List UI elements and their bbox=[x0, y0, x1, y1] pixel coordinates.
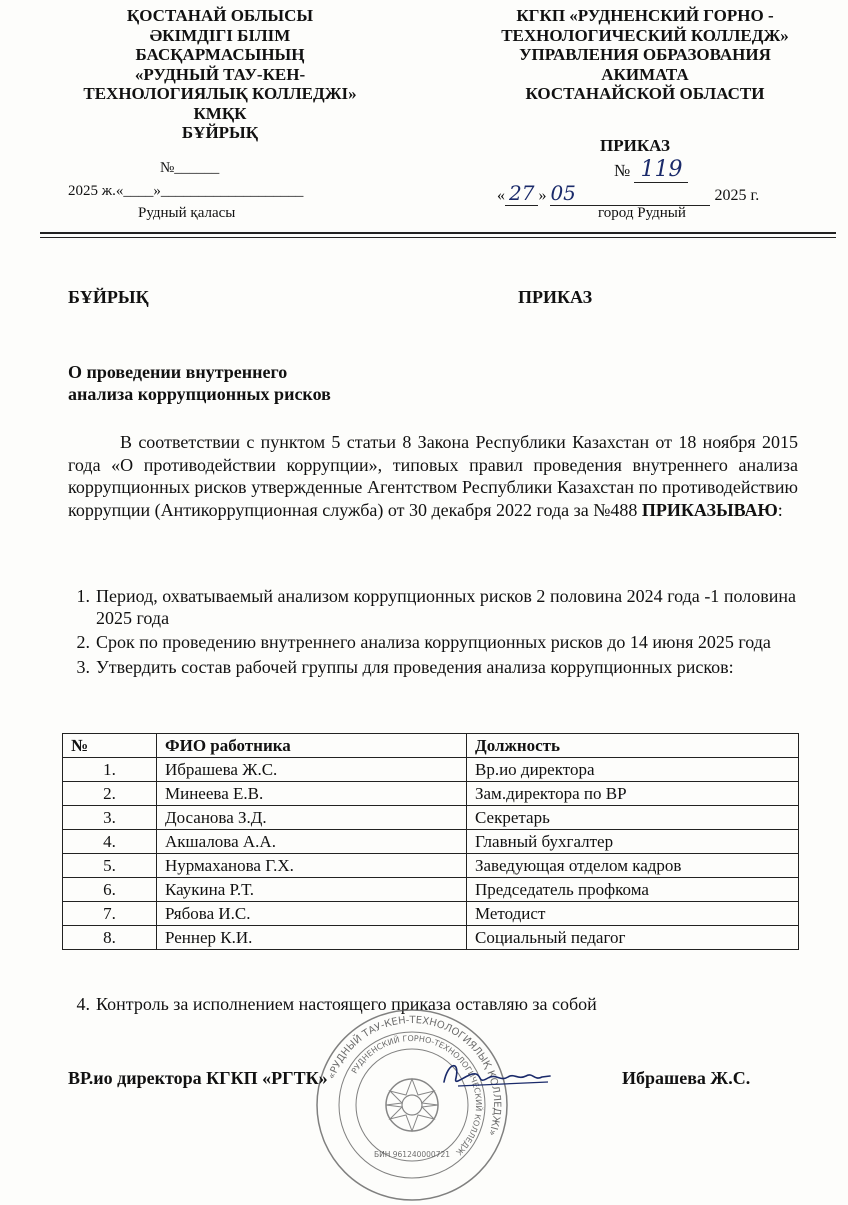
list-item bbox=[66, 586, 796, 629]
signature-position: ВР.ио директора КГКП «РГТК» bbox=[68, 1068, 328, 1088]
header-left-date: 2025 ж.«____»___________________ bbox=[68, 183, 304, 199]
table-cell: 6. bbox=[63, 878, 157, 902]
order-subject-line: анализа коррупционных рисков bbox=[68, 384, 331, 404]
header-right-day: 27 bbox=[505, 181, 538, 206]
header-right-date bbox=[497, 181, 759, 206]
table-header-cell: Должность bbox=[467, 734, 799, 758]
header-rule bbox=[40, 232, 836, 234]
header-right-line: КОСТАНАЙСКОЙ ОБЛАСТИ bbox=[525, 84, 765, 103]
header-right-year: 2025 г. bbox=[714, 187, 760, 204]
header-right-line: КГКП «РУДНЕНСКИЙ ГОРНО - bbox=[516, 6, 774, 25]
stamp-bin: БИН 961240000721 bbox=[373, 1150, 451, 1159]
order-colon: : bbox=[777, 499, 783, 520]
item-number: 1. bbox=[76, 586, 90, 606]
table-cell: 4. bbox=[63, 830, 157, 854]
table-cell: Каукина Р.Т. bbox=[157, 878, 467, 902]
official-stamp bbox=[312, 1005, 512, 1205]
header-right-line: ТЕХНОЛОГИЧЕСКИЙ КОЛЛЕДЖ» bbox=[501, 25, 789, 45]
header-left bbox=[40, 6, 400, 143]
header-right-number: 119 bbox=[634, 157, 688, 183]
table-cell: 2. bbox=[63, 782, 157, 806]
table-cell: Досанова З.Д. bbox=[157, 806, 467, 830]
table-cell: Секретарь bbox=[467, 806, 799, 830]
date-quote-close: » bbox=[538, 187, 547, 204]
header-left-city: Рудный қаласы bbox=[138, 205, 236, 221]
table-cell: 3. bbox=[63, 806, 157, 830]
stamp-text-inner: РУДНЕНСКИЙ ГОРНО-ТЕХНОЛОГИЧЕСКИЙ КОЛЛЕДЖ bbox=[349, 1033, 484, 1157]
header-left-line: БҰЙРЫҚ bbox=[181, 123, 259, 142]
handwritten-signature bbox=[438, 1052, 558, 1097]
table-cell: Социальный педагог bbox=[467, 926, 799, 950]
header-left-number: №______ bbox=[160, 160, 220, 176]
item-number: 4. bbox=[76, 994, 90, 1014]
item-number: 2. bbox=[76, 632, 90, 652]
item-text: Срок по проведению внутреннего анализа коррупционных рисков до 14 июня 2025 года bbox=[96, 632, 771, 652]
header-right bbox=[470, 6, 820, 104]
header-rule-thin bbox=[40, 237, 836, 238]
preamble bbox=[68, 431, 798, 521]
header-right-doc: ПРИКАЗ bbox=[600, 136, 670, 155]
table-cell: Акшалова А.А. bbox=[157, 830, 467, 854]
table-header-cell: ФИО работника bbox=[157, 734, 467, 758]
order-items bbox=[66, 586, 796, 681]
list-item bbox=[66, 657, 796, 679]
table-row bbox=[63, 758, 799, 782]
table-cell: Заведующая отделом кадров bbox=[467, 854, 799, 878]
table-cell: 5. bbox=[63, 854, 157, 878]
header-right-line: УПРАВЛЕНИЯ ОБРАЗОВАНИЯ bbox=[519, 45, 771, 64]
signature-name: Ибрашева Ж.С. bbox=[622, 1068, 751, 1088]
header-left-line: КМҚК bbox=[193, 103, 247, 123]
list-item bbox=[66, 632, 796, 654]
preamble-text: В соответствии с пунктом 5 статьи 8 Закона Республики Казахстан от 18 ноября 2015 года «О противодействии коррупции», типовых правил проведения внутреннего анализа коррупционных рисков утвержденные Агентством Республики Казахстан по противодействию коррупции (Антикоррупционная служба) от 30 декабря 2022 года за №488 bbox=[68, 432, 798, 520]
header-left-line: ӘКІМДІГІ БІЛІМ bbox=[149, 25, 291, 45]
table-cell: Минеева Е.В. bbox=[157, 782, 467, 806]
header-left-line: ТЕХНОЛОГИЯЛЫҚ КОЛЛЕДЖІ» bbox=[83, 84, 357, 103]
item-number: 3. bbox=[76, 656, 90, 677]
table-cell: Вр.ио директора bbox=[467, 758, 799, 782]
working-group-table bbox=[62, 733, 799, 950]
order-subject-line: О проведении внутреннего bbox=[68, 362, 288, 382]
table-row bbox=[63, 806, 799, 830]
order-word: ПРИКАЗЫВАЮ bbox=[641, 499, 778, 520]
order-subject bbox=[68, 361, 331, 405]
table-cell: Главный бухгалтер bbox=[467, 830, 799, 854]
table-row bbox=[63, 854, 799, 878]
table-cell: Зам.директора по ВР bbox=[467, 782, 799, 806]
table-row bbox=[63, 902, 799, 926]
table-row bbox=[63, 782, 799, 806]
item-text: Контроль за исполнением настоящего приказа оставляю за собой bbox=[96, 994, 597, 1014]
item-text: Период, охватываемый анализом коррупционных рисков 2 половина 2024 года -1 половина 2025 года bbox=[96, 586, 796, 628]
order-title-kz: БҰЙРЫҚ bbox=[68, 287, 149, 307]
header-left-line: ҚОСТАНАЙ ОБЛЫСЫ bbox=[126, 6, 314, 25]
table-row bbox=[63, 830, 799, 854]
table-cell: Нурмаханова Г.Х. bbox=[157, 854, 467, 878]
table-header-row bbox=[63, 734, 799, 758]
stamp-text-outer: «РУДНЫЙ ТАУ-КЕН-ТЕХНОЛОГИЯЛЫҚ КОЛЛЕДЖІ» bbox=[326, 1014, 503, 1138]
header-right-line: АКИМАТА bbox=[601, 64, 689, 84]
header-left-line: БАСҚАРМАСЫНЫҢ bbox=[135, 45, 305, 64]
table-cell: Ибрашева Ж.С. bbox=[157, 758, 467, 782]
table-cell: 8. bbox=[63, 926, 157, 950]
header-right-month: 05 bbox=[550, 181, 710, 206]
header-left-line: «РУДНЫЙ ТАУ-КЕН- bbox=[134, 64, 306, 84]
header-right-number-label: № bbox=[614, 161, 631, 180]
table-cell: Методист bbox=[467, 902, 799, 926]
stamp-emblem bbox=[386, 1079, 438, 1131]
table-cell: Рябова И.С. bbox=[157, 902, 467, 926]
table-cell: 1. bbox=[63, 758, 157, 782]
item-text: Утвердить состав рабочей группы для проведения анализа коррупционных рисков: bbox=[96, 656, 734, 677]
table-row bbox=[63, 878, 799, 902]
date-quote-open: « bbox=[497, 187, 505, 204]
order-title-ru: ПРИКАЗ bbox=[518, 287, 593, 307]
table-header-cell: № bbox=[63, 734, 157, 758]
table-cell: Председатель профкома bbox=[467, 878, 799, 902]
header-right-number-row bbox=[614, 157, 688, 182]
table-cell: 7. bbox=[63, 902, 157, 926]
table-row bbox=[63, 926, 799, 950]
table-cell: Реннер К.И. bbox=[157, 926, 467, 950]
header-right-city: город Рудный bbox=[598, 205, 686, 221]
